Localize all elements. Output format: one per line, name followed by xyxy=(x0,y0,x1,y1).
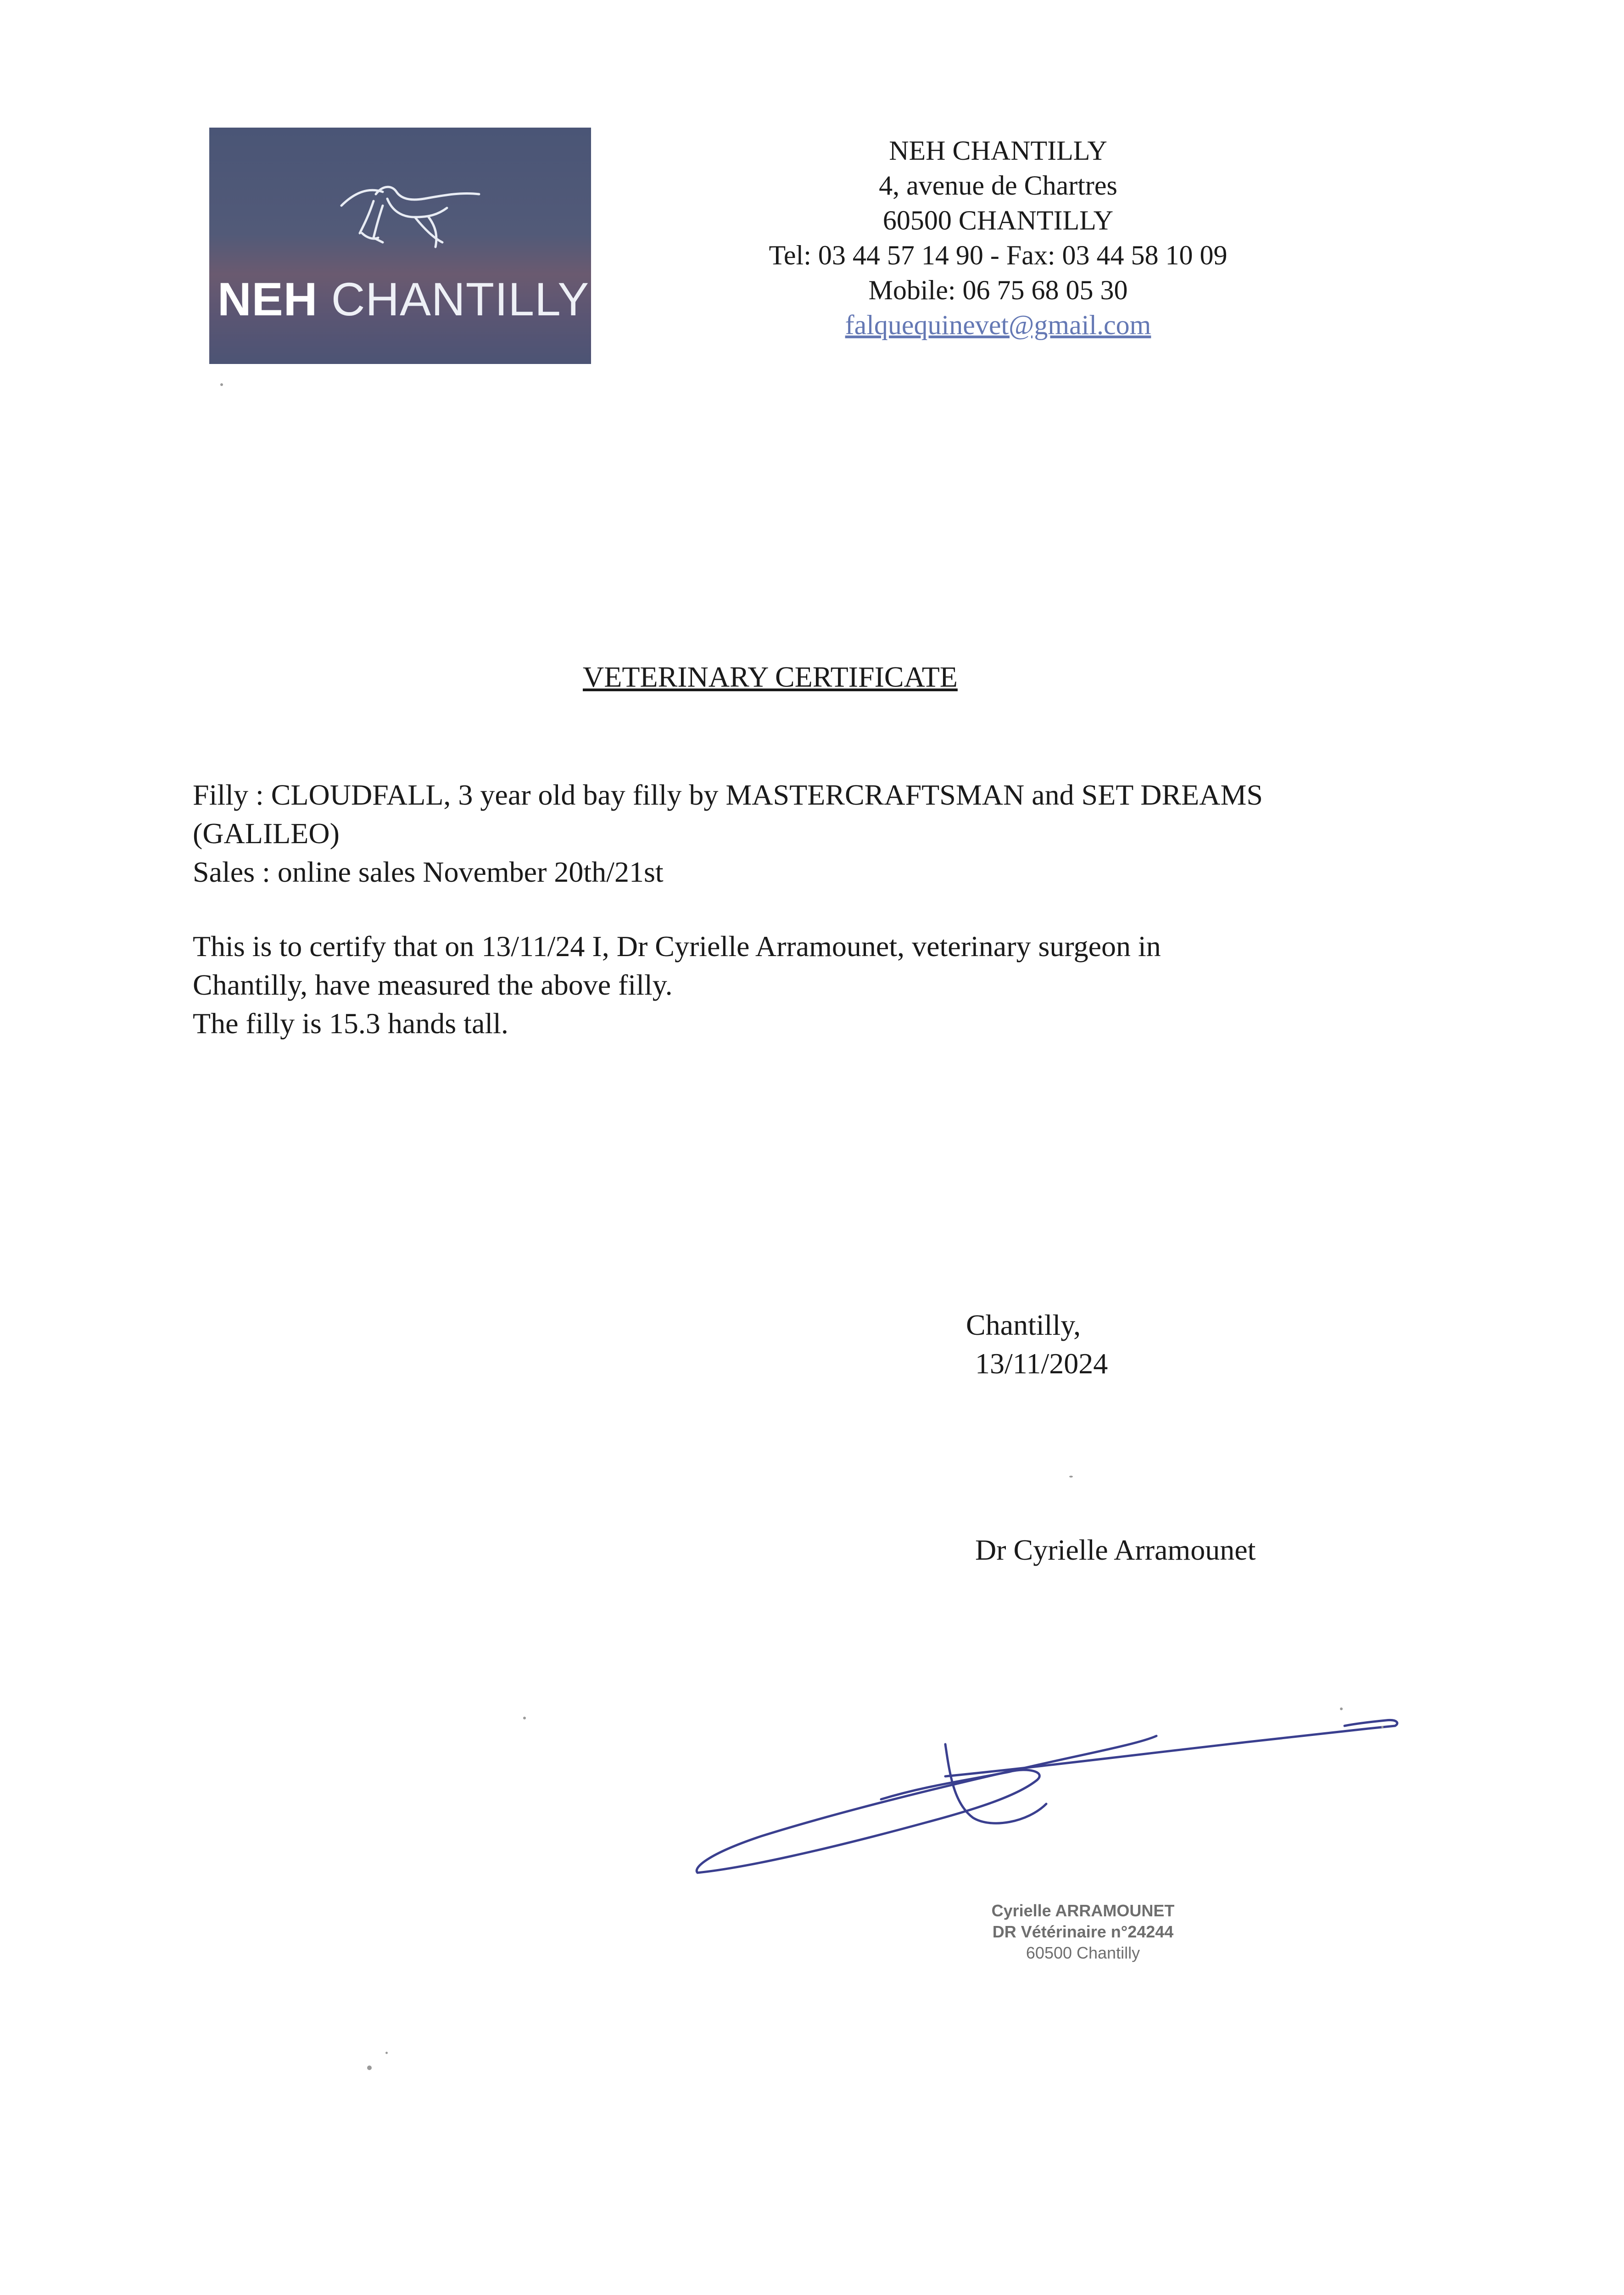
scan-speck xyxy=(1381,1726,1384,1728)
clinic-address: 4, avenue de Chartres xyxy=(879,170,1117,201)
signer-name: Dr Cyrielle Arramounet xyxy=(975,1534,1256,1566)
pedigree-line: (GALILEO) xyxy=(193,817,340,850)
statement-line-1: This is to certify that on 13/11/24 I, Dr Cyrielle Arramounet, veterinary surgeon in xyxy=(193,930,1161,963)
veterinarian-stamp xyxy=(945,1900,1221,1964)
horse-details xyxy=(193,776,1263,891)
date: 13/11/2024 xyxy=(975,1347,1108,1380)
scan-speck xyxy=(1340,1707,1343,1710)
logo-text-chantilly: CHANTILLY xyxy=(331,273,590,325)
statement-line-2: Chantilly, have measured the above filly. xyxy=(193,968,673,1001)
letterhead xyxy=(642,133,1354,342)
certification-statement xyxy=(193,927,1161,1043)
clinic-email-link[interactable]: falquequinevet@gmail.com xyxy=(845,310,1151,340)
place: Chantilly, xyxy=(966,1309,1081,1341)
scan-speck xyxy=(220,383,223,386)
scan-speck xyxy=(1069,1476,1073,1478)
sales-line: Sales : online sales November 20th/21st xyxy=(193,856,664,888)
stamp-registration: DR Vétérinaire n°24244 xyxy=(992,1922,1174,1941)
stamp-city: 60500 Chantilly xyxy=(1026,1943,1140,1962)
filly-line: Filly : CLOUDFALL, 3 year old bay filly by MASTERCRAFTSMAN and SET DREAMS xyxy=(193,778,1263,811)
company-logo xyxy=(209,128,591,364)
horse-rider-logo-icon xyxy=(332,174,484,265)
clinic-name: NEH CHANTILLY xyxy=(889,135,1107,166)
stamp-name: Cyrielle ARRAMOUNET xyxy=(991,1901,1175,1920)
logo-wordmark xyxy=(218,273,589,326)
place-and-date xyxy=(966,1306,1108,1383)
statement-line-3: The filly is 15.3 hands tall. xyxy=(193,1007,508,1040)
scan-speck xyxy=(367,2066,372,2070)
logo-text-neh: NEH xyxy=(218,273,318,325)
handwritten-signature xyxy=(688,1698,1423,1891)
clinic-mobile: Mobile: 06 75 68 05 30 xyxy=(868,275,1128,305)
document-title: VETERINARY CERTIFICATE xyxy=(583,661,958,693)
scan-speck xyxy=(523,1717,526,1719)
clinic-phone-fax: Tel: 03 44 57 14 90 - Fax: 03 44 58 10 09 xyxy=(769,240,1228,270)
scan-speck xyxy=(385,2052,388,2054)
clinic-city: 60500 CHANTILLY xyxy=(882,205,1114,235)
